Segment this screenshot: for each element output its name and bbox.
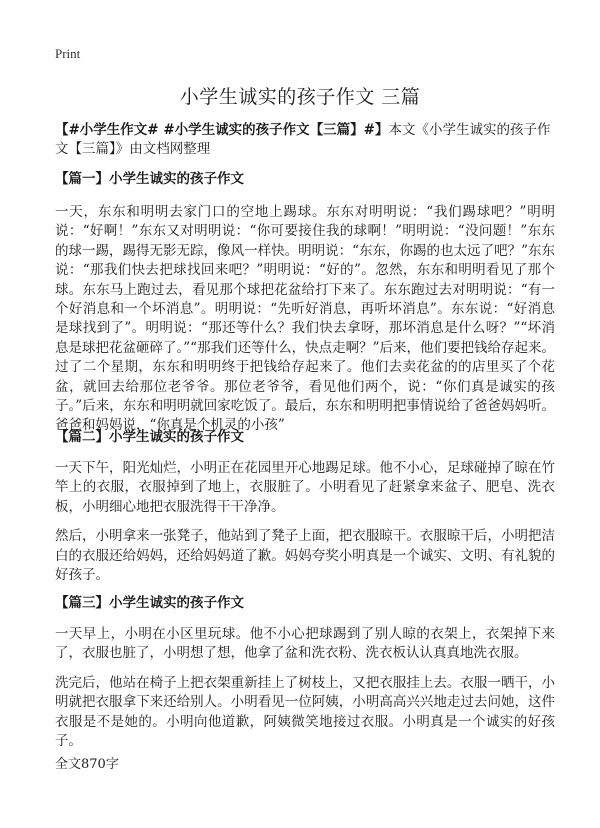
section-paragraph: 洗完后，他站在椅子上把衣架重新挂上了树枝上，又把衣服挂上去。衣服一晒干，小明就把衣服拿下来还给别人。小明看见一位阿姨，小明高高兴兴地走过去问她，这件衣服是不是她的。小明向他道歉，阿姨微笑地接过衣服。小明真是一个诚实的好孩子。 [55, 674, 555, 750]
section-heading: 【篇一】小学生诚实的孩子作文 [55, 171, 244, 187]
intro-paragraph [55, 121, 555, 159]
section-paragraph: 一天早上，小明在小区里玩球。他不小心把球踢到了别人晾的衣架上，衣架掉下来了，衣服也脏了，小明想了想，他拿了盆和洗衣粉、洗衣板认认真真地洗衣服。 [55, 626, 555, 662]
intro-tags: 【#小学生作文# #小学生诚实的孩子作文【三篇】#】 [55, 122, 389, 138]
page-title: 小学生诚实的孩子作文 三篇 [179, 86, 421, 108]
section-3 [55, 594, 555, 751]
word-count: 全文870字 [55, 757, 119, 772]
section-heading: 【篇三】小学生诚实的孩子作文 [55, 595, 244, 611]
intro-text: 本文《小学生诚实的孩子作文【三篇】》由文档网整理 [55, 122, 551, 157]
section-paragraph: 然后，小明拿来一张凳子，他站到了凳子上面，把衣服晾干。衣服晾干后，小明把洁白的衣服还给妈妈，还给妈妈道了歉。妈妈夸奖小明真是一个诚实、文明、有礼貌的好孩子。 [55, 528, 555, 584]
section-2 [55, 428, 555, 585]
section-1 [55, 170, 555, 436]
section-paragraph: 一天，东东和明明去家门口的空地上踢球。东东对明明说：“我们踢球吧？”明明说：“好啊！”东东又对明明说：“你可要接住我的球啊！”明明说：“没问题！”东东的球一踢，踢得无影无踪，像风一样快。明明说：“东东，你踢的也太远了吧？”东东说：“那我们快去把球找回来吧？”明明说：“好的”。忽然，东东和明明看见了那个球。东东马上跑过去，看见那个球把花盆给打下来了。东东跑过去对明明说：“有一个好消息和一个坏消息”。明明说：“先听好消息，再听坏消息”。东东说：“好消息是球找到了”。明明说：“那还等什么？我们快去拿呀，那坏消息是什么呀？”“坏消息是球把花盆砸碎了。”“那我们还等什么，快点走啊？”后来，他们要把钱给存起来。过了二个星期，东东和明明终于把钱给存起来了。他们去卖花盆的的店里买了个花盆，就回去给那位老爷爷。那位老爷爷，看见他们两个，说：“你们真是诚实的孩子。”后来，东东和明明就回家吃饭了。最后，东东和明明把事情说给了爸爸妈妈听。爸爸和妈妈说，“你真是个机灵的小孩” [55, 204, 555, 434]
section-paragraph: 一天下午，阳光灿烂，小明正在花园里开心地踢足球。他不小心，足球碰掉了晾在竹竿上的衣服，衣服掉到了地上，衣服脏了。小明看见了赶紧拿来盆子、肥皂、洗衣板，小明细心地把衣服洗得干干净净。 [55, 460, 555, 515]
section-heading: 【篇二】小学生诚实的孩子作文 [55, 429, 244, 445]
print-link[interactable]: Print [55, 46, 81, 61]
